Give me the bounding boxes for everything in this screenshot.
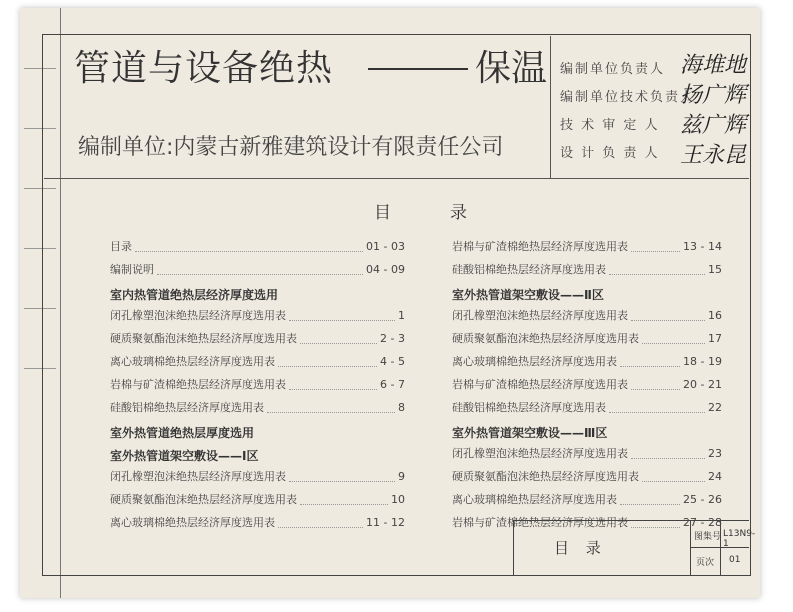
- toc-entry-title: 离心玻璃棉绝热层经济厚度选用表: [110, 516, 275, 529]
- title-block-label: 目 录: [554, 539, 607, 557]
- toc-entry-page: 23: [708, 447, 722, 460]
- toc-leader-dots: [300, 496, 388, 505]
- toc-entry-page: 18 - 19: [683, 355, 722, 368]
- toc-entry-title: 编制说明: [110, 263, 154, 276]
- toc-entry-title: 硬质聚氨酯泡沫绝热层经济厚度选用表: [110, 332, 297, 345]
- toc-entry-title: 闭孔橡塑泡沫绝热层经济厚度选用表: [110, 470, 286, 483]
- toc-entry: [452, 240, 722, 254]
- toc-entry-title: 硬质聚氨酯泡沫绝热层经济厚度选用表: [110, 493, 297, 506]
- toc-entry-page: 20 - 21: [683, 378, 722, 391]
- toc-entry-page: 11 - 12: [366, 516, 405, 529]
- toc-leader-dots: [157, 266, 363, 275]
- toc-entry: [452, 263, 722, 277]
- toc-entry-title: 闭孔橡塑泡沫绝热层经济厚度选用表: [452, 309, 628, 322]
- page-no-label: 页次: [696, 558, 715, 568]
- toc-entry-title: 目录: [110, 240, 132, 253]
- toc-entry-title: 岩棉与矿渣棉绝热层经济厚度选用表: [452, 240, 628, 253]
- atlas-no-label: 图集号: [694, 532, 722, 542]
- toc-entry: [452, 355, 722, 369]
- toc-section-heading: 室内热管道绝热层经济厚度选用: [110, 288, 279, 302]
- toc-entry-page: 22: [708, 401, 722, 414]
- toc-entry-title: 闭孔橡塑泡沫绝热层经济厚度选用表: [452, 447, 628, 460]
- atlas-title: 管道与设备绝热: [74, 48, 334, 89]
- toc-leader-dots: [620, 496, 680, 505]
- toc-entry-page: 01 - 03: [366, 240, 405, 253]
- header-rule: [44, 178, 749, 179]
- page-no: 01: [729, 555, 741, 565]
- signature: 王永昆: [680, 143, 747, 168]
- responsible-role: 编制单位技术负责人: [560, 90, 696, 105]
- toc-leader-dots: [289, 381, 377, 390]
- toc-leader-dots: [620, 358, 680, 367]
- toc-leader-dots: [631, 243, 680, 252]
- toc-leader-dots: [631, 450, 705, 459]
- atlas-subtitle: 保温: [475, 48, 548, 89]
- toc-entry: [110, 401, 405, 415]
- toc-entry-page: 10: [391, 493, 405, 506]
- toc-leader-dots: [631, 381, 680, 390]
- toc-leader-dots: [609, 404, 705, 413]
- compiling-unit: 编制单位:内蒙古新雅建筑设计有限责任公司: [78, 135, 504, 160]
- toc-entry-title: 岩棉与矿渣棉绝热层经济厚度选用表: [452, 378, 628, 391]
- toc-leader-dots: [300, 335, 377, 344]
- toc-entry-page: 13 - 14: [683, 240, 722, 253]
- toc-entry-title: 硬质聚氨酯泡沫绝热层经济厚度选用表: [452, 470, 639, 483]
- toc-section-heading: 室外热管道架空敷设——Ⅲ区: [452, 426, 608, 440]
- toc-entry: [110, 470, 405, 484]
- toc-entry: [110, 240, 405, 254]
- toc-entry-page: 17: [708, 332, 722, 345]
- atlas-no: L13N9-1: [723, 529, 756, 549]
- toc-entry: [110, 332, 405, 346]
- toc-entry: [110, 263, 405, 277]
- toc-entry-page: 15: [708, 263, 722, 276]
- toc-heading: 录: [450, 203, 467, 223]
- toc-entry-page: 6 - 7: [380, 378, 405, 391]
- toc-leader-dots: [642, 335, 705, 344]
- toc-entry: [452, 493, 722, 507]
- toc-entry-page: 25 - 26: [683, 493, 722, 506]
- toc-leader-dots: [631, 312, 705, 321]
- toc-entry-title: 离心玻璃棉绝热层经济厚度选用表: [452, 493, 617, 506]
- header-divider: [550, 36, 551, 178]
- toc-leader-dots: [278, 358, 377, 367]
- toc-entry-page: 1: [398, 309, 405, 322]
- toc-entry: [452, 378, 722, 392]
- toc-entry-page: 27 - 28: [683, 516, 722, 529]
- toc-leader-dots: [609, 266, 705, 275]
- toc-entry-title: 闭孔橡塑泡沫绝热层经济厚度选用表: [110, 309, 286, 322]
- toc-entry: [110, 378, 405, 392]
- toc-entry: [452, 470, 722, 484]
- toc-section-heading: 室外热管道绝热层厚度选用: [110, 426, 255, 440]
- toc-leader-dots: [278, 519, 363, 528]
- toc-entry-title: 岩棉与矿渣棉绝热层经济厚度选用表: [110, 378, 286, 391]
- toc-entry: [110, 493, 405, 507]
- toc-leader-dots: [135, 243, 363, 252]
- responsible-role: 技 术 审 定 人: [560, 118, 660, 133]
- toc-leader-dots: [289, 312, 395, 321]
- toc-entry: [110, 516, 405, 530]
- toc-entry-page: 04 - 09: [366, 263, 405, 276]
- toc-section-heading: 室外热管道架空敷设——Ⅰ区: [110, 449, 259, 463]
- toc-entry: [452, 309, 722, 323]
- toc-entry: [110, 309, 405, 323]
- signature: 兹广辉: [680, 113, 747, 138]
- toc-entry-title: 硅酸铝棉绝热层经济厚度选用表: [110, 401, 264, 414]
- responsible-role: 设 计 负 责 人: [560, 146, 660, 161]
- toc-entry-title: 离心玻璃棉绝热层经济厚度选用表: [110, 355, 275, 368]
- toc-entry-title: 离心玻璃棉绝热层经济厚度选用表: [452, 355, 617, 368]
- toc-section-heading: 室外热管道架空敷设——Ⅱ区: [452, 288, 604, 302]
- toc-entry-page: 8: [398, 401, 405, 414]
- toc-entry-title: 硅酸铝棉绝热层经济厚度选用表: [452, 401, 606, 414]
- toc-entry-page: 9: [398, 470, 405, 483]
- toc-entry: [110, 355, 405, 369]
- toc-leader-dots: [289, 473, 395, 482]
- title-block: [513, 520, 756, 575]
- title-dash: [368, 68, 468, 70]
- toc-entry-title: 硅酸铝棉绝热层经济厚度选用表: [452, 263, 606, 276]
- toc-leader-dots: [642, 473, 705, 482]
- toc-entry-title: 硬质聚氨酯泡沫绝热层经济厚度选用表: [452, 332, 639, 345]
- toc-heading: 目: [374, 203, 391, 223]
- toc-entry-page: 2 - 3: [380, 332, 405, 345]
- toc-entry: [452, 447, 722, 461]
- signature: 海堆地: [680, 53, 747, 78]
- title-block-divider: [690, 521, 691, 575]
- toc-entry-page: 24: [708, 470, 722, 483]
- toc-entry-title: 岩棉与矿渣棉绝热层经济厚度选用表: [452, 516, 628, 529]
- signature: 扬广辉: [680, 83, 747, 108]
- toc-entry: [452, 332, 722, 346]
- toc-entry-page: 16: [708, 309, 722, 322]
- toc-entry-page: 4 - 5: [380, 355, 405, 368]
- toc-entry: [452, 401, 722, 415]
- toc-leader-dots: [267, 404, 395, 413]
- responsible-role: 编制单位负责人: [560, 62, 666, 77]
